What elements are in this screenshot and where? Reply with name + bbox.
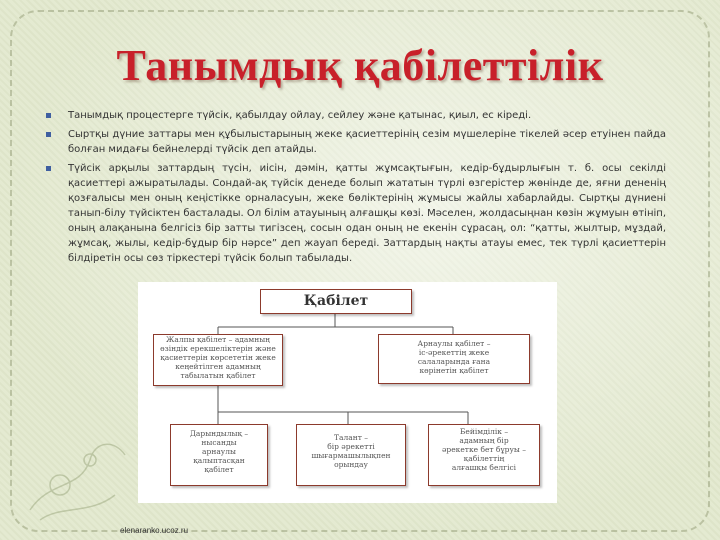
bullet-marker-icon: [46, 166, 51, 171]
bullet-list: [46, 108, 666, 270]
box-line: көрінетін қабілет: [419, 366, 489, 375]
box-line: қабілет: [204, 465, 234, 474]
box-line: Бейімділік –: [459, 427, 509, 436]
giftedness-box: [170, 424, 268, 486]
box-line: нысанды: [201, 438, 237, 447]
box-line: табылатын қабілет: [180, 371, 256, 380]
footer-source-url: elenaranko.ucoz.ru: [120, 526, 189, 535]
box-line: әрекетке бет бұруы –: [441, 445, 527, 454]
inclination-box: [428, 424, 540, 486]
box-line: адамның бір: [459, 436, 509, 445]
talent-box: [296, 424, 406, 486]
bullet-text: Сыртқы дүние заттары мен құбылыстарының жеке қасиеттерінің сезім мүшелеріне тікелей әсер етуінен пайда болған мидағы бейнелерді түйсік деп атайды.: [68, 129, 666, 155]
box-line: Арнаулы қабілет –: [417, 339, 491, 348]
box-line: кеңейтілген адамның: [175, 362, 261, 371]
box-line: орындау: [334, 460, 368, 469]
box-line: іс-әрекеттің жеке: [418, 348, 490, 357]
box-line: арнаулы: [202, 447, 236, 456]
bullet-marker-icon: [46, 132, 51, 137]
bullet-item: [46, 161, 666, 266]
decorative-flourish: [20, 420, 140, 530]
bullet-text: Түйсік арқылы заттардың түсін, иісін, дәмін, қатты жұмсақтығын, кедір-бұдырлығын т. б. осы секілді қасиеттері ажыратылады. Сондай-ақ түйсік денеде болып жататын түрлі өзгерістер жөнінде де, яғни дененің қозғалысы мен оның кеңістікке орналасуын, жеке бөліктерінің жұмысы жайлы хабарлайды. Сыртқы дүниені танып-білу түйсіктен басталады. Ол білім атауының алғашқы көзі. Мәселен, жолдасыңнан көзін жұмуын өтініп, оның алақанына белгісіз бір затты тигізсең, сосын одан оның не екенін сұрасаң, ол: “қатты, жылтыр, мұздай, жұмсақ, жылы, кедір-бұдыр бір нәрсе” деп жауап береді. Заттардың нақты атауы емес, тек түрлі қасиеттерін білдіретін осы сөз тіркестері түйсік болып табылады.: [68, 163, 666, 264]
box-line: қасиеттерін көрсететін жеке: [160, 353, 276, 362]
box-line: Дарындылық –: [189, 429, 249, 438]
box-line: Жалпы қабілет – адамның: [166, 335, 270, 344]
box-line: алғашқы белгісі: [451, 463, 517, 472]
slide-title: Танымдық қабілеттілік: [116, 41, 604, 90]
bullet-text: Танымдық процестерге түйсік, қабылдау ойлау, сейлеу және қатынас, қиыл, ес кіреді.: [68, 110, 532, 121]
box-line: Талант –: [334, 433, 368, 442]
special-ability-box: [378, 334, 530, 384]
box-line: салаларында ғана: [417, 357, 491, 366]
diagram-root-box: Қабілет: [260, 289, 412, 314]
bullet-item: [46, 108, 666, 123]
box-line: қалыптасқан: [193, 456, 245, 465]
ability-diagram: [138, 282, 557, 503]
box-line: шығармашылықпен: [311, 451, 391, 460]
bullet-marker-icon: [46, 113, 51, 118]
box-line: бір әрекетті: [327, 442, 375, 451]
box-line: қабілеттің: [463, 454, 505, 463]
bullet-item: [46, 127, 666, 157]
box-line: өзіндік ерекшеліктерін және: [160, 344, 276, 353]
general-ability-box: [153, 334, 283, 386]
